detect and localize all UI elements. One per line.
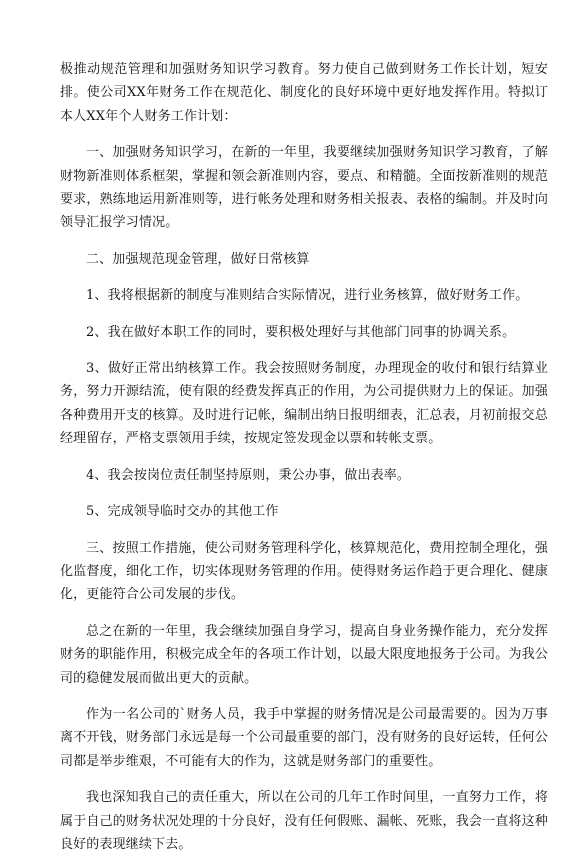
paragraph-item-2: 2、我在做好本职工作的同时，要积极处理好与其他部门同事的协调关系。: [86, 324, 516, 340]
paragraph-item-4: 4、我会按岗位责任制坚持原则，秉公办事，做出表率。: [86, 467, 411, 483]
paragraph-responsibility: 我也深知我自己的责任重大，所以在公司的几年工作时间里，一直努力工作，将属于自己的财务状况处理的十分良好，没有任何假账、漏帐、死账，我会一直将这种良好的表现继续下去。: [60, 790, 548, 852]
paragraph-section-3: 三、按照工作措施，使公司财务管理科学化，核算规范化，费用控制全理化，强化监督度，细化工作，切实体现财务管理的作用。使得财务运作趋于更合理化、健康化，更能符合公司发展的步伐。: [60, 540, 548, 603]
paragraph-section-1: 一、加强财务知识学习，在新的一年里，我要继续加强财务知识学习教育，了解财物新准则体系框架，掌握和领会新准则内容，要点、和精髓。全面按新准则的规范要求，熟练地运用新准则等，进行帐务处理和财务相关报表、表格的编制。并及时向领导汇报学习情况。: [60, 145, 548, 231]
paragraph-role: 作为一名公司的`财务人员，我手中掌握的财务情况是公司最需要的。因为万事离不开钱，财务部门永远是每一个公司最重要的部门，没有财务的良好运转，任何公司都是举步维艰，不可能有大的作为，这就是财务部门的重要性。: [60, 706, 548, 769]
paragraph-item-1: 1、我将根据新的制度与准则结合实际情况，进行业务核算，做好财务工作。: [86, 288, 529, 304]
paragraph-summary: 总之在新的一年里，我会继续加强自身学习，提高自身业务操作能力，充分发挥财务的职能作用，积极完成全年的各项工作计划，以最大限度地报务于公司。为我公司的稳健发展而做出更大的贡献。: [60, 623, 548, 686]
paragraph-section-2-heading: 二、加强规范现金管理，做好日常核算: [86, 251, 310, 267]
paragraph-item-5: 5、完成领导临时交办的其他工作: [86, 504, 279, 520]
paragraph-item-3: 3、做好正常出纳核算工作。我会按照财务制度，办理现金的收付和银行结算业务，努力开源结流，使有限的经费发挥真正的作用，为公司提供财力上的保证。加强各种费用开支的核算。及时进行记帐，编制出纳日报明细表，汇总表，月初前报交总经理留存，严格支票领用手续，按规定签发现金以票和转帐支票。: [60, 361, 548, 447]
paragraph-intro: 极推动规范管理和加强财务知识学习教育。努力使自己做到财务工作长计划，短安排。使公司XX年财务工作在规范化、制度化的良好环境中更好地发挥作用。特拟订本人XX年个人财务工作计划：: [60, 62, 548, 124]
